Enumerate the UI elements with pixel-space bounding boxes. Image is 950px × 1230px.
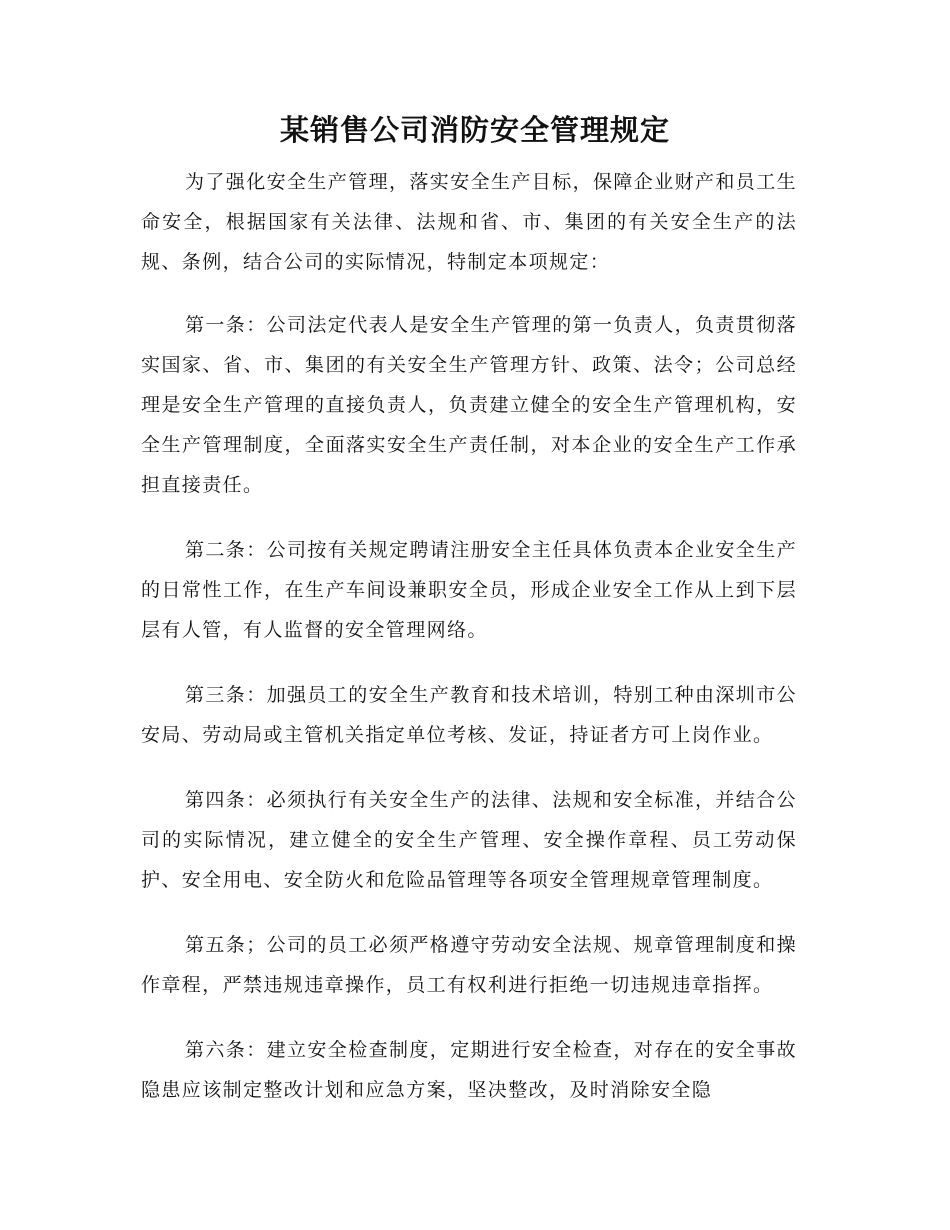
article-1-paragraph: 第一条：公司法定代表人是安全生产管理的第一负责人，负责贯彻落实国家、省、市、集团的有关安全生产管理方针、政策、法令；公司总经理是安全生产管理的直接负责人，负责建立健全的安全生产管理机构，安全生产管理制度，全面落实安全生产责任制，对本企业的安全生产工作承担直接责任。 [141,314,798,496]
article-4-paragraph: 第四条：必须执行有关安全生产的法律、法规和安全标准，并结合公司的实际情况，建立健全的安全生产管理、安全操作章程、员工劳动保护、安全用电、安全防火和危险品管理等各项安全管理规章管理制度。 [141,789,798,891]
document-body [141,162,797,1135]
article-2-paragraph: 第二条：公司按有关规定聘请注册安全主任具体负责本企业安全生产的日常性工作，在生产车间设兼职安全员，形成企业安全工作从上到下层层有人管，有人监督的安全管理网络。 [141,539,798,641]
article-6-paragraph: 第六条：建立安全检查制度，定期进行安全检查，对存在的安全事故隐患应该制定整改计划和应急方案，坚决整改，及时消除安全隐 [141,1039,798,1101]
article-5-paragraph: 第五条；公司的员工必须严格遵守劳动安全法规、规章管理制度和操作章程，严禁违规违章操作，员工有权利进行拒绝一切违规违章指挥。 [141,934,798,996]
document-title: 某销售公司消防安全管理规定 [279,113,670,147]
intro-paragraph: 为了强化安全生产管理，落实安全生产目标，保障企业财产和员工生命安全，根据国家有关法律、法规和省、市、集团的有关安全生产的法规、条例，结合公司的实际情况，特制定本项规定： [141,171,798,273]
article-3-paragraph: 第三条：加强员工的安全生产教育和技术培训，特别工种由深圳市公安局、劳动局或主管机关指定单位考核、发证，持证者方可上岗作业。 [141,684,798,746]
